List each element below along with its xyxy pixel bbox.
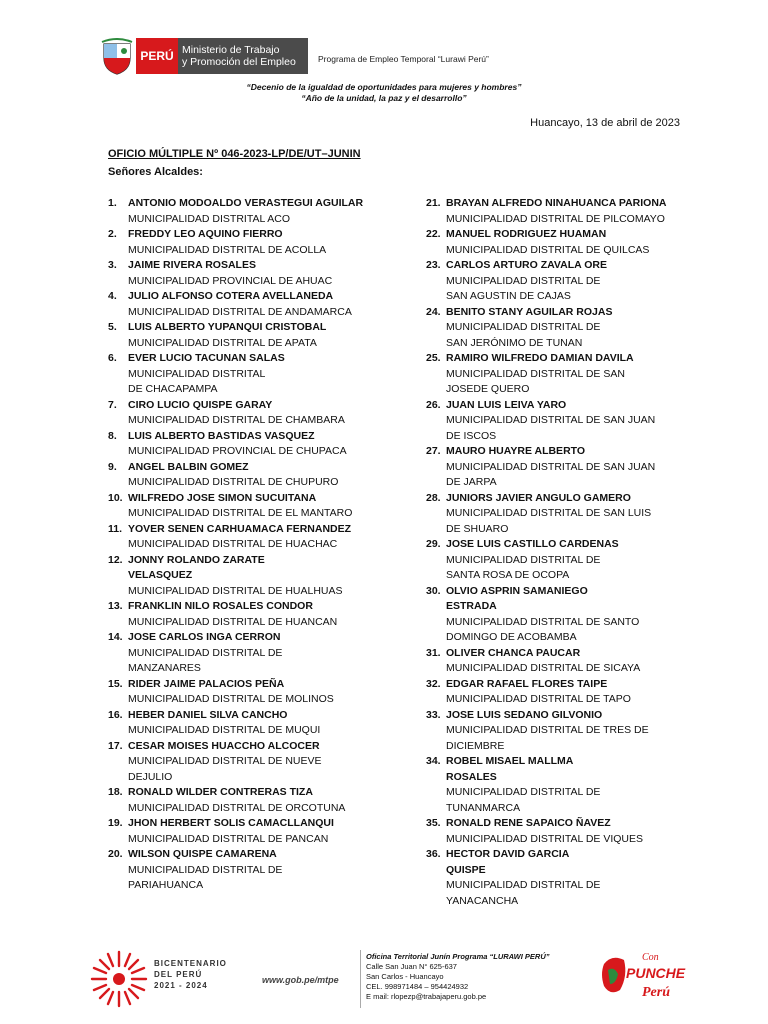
list-item: [426, 646, 666, 677]
ministry-brand-box: [178, 38, 308, 74]
mayor-name: JUNIORS JAVIER ANGULO GAMERO: [446, 491, 631, 504]
mayor-name: FREDDY LEO AQUINO FIERRO: [128, 228, 283, 240]
mayor-name: CIRO LUCIO QUISPE GARAY: [128, 398, 273, 411]
municipality: MUNICIPALIDAD DISTRITAL DE SAN JOSEDE QUERO: [446, 367, 625, 395]
mayor-name: JHON HERBERT SOLIS CAMACLLANQUI: [128, 817, 334, 829]
item-number: 34.: [426, 755, 441, 767]
municipality: MUNICIPALIDAD DISTRITAL DE SICAYA: [446, 662, 641, 674]
bicentenario-text: [154, 958, 227, 991]
municipality: MUNICIPALIDAD DISTRITAL DE ACOLLA: [128, 243, 327, 256]
list-item: [426, 305, 666, 352]
item-number: 10.: [108, 491, 123, 504]
item-number: 13.: [108, 600, 123, 612]
item-number: 35.: [426, 817, 441, 829]
municipality: MUNICIPALIDAD DISTRITAL DE TAPO: [446, 693, 631, 705]
item-number: 9.: [108, 460, 117, 473]
punche-peru-text: Perú: [642, 985, 670, 1000]
municipality: MUNICIPALIDAD DISTRITAL DE PANCAN: [128, 832, 329, 845]
municipality: MUNICIPALIDAD DISTRITAL DE SAN JUAN DE JARPA: [446, 460, 656, 488]
address-line: Calle San Juan N° 625-637: [366, 962, 457, 971]
municipality: MUNICIPALIDAD DISTRITAL DE MANZANARES: [128, 646, 283, 674]
item-number: 7.: [108, 398, 117, 411]
document-date: Huancayo, 13 de abril de 2023: [530, 117, 680, 129]
item-number: 6.: [108, 352, 117, 364]
mayor-name: LUIS ALBERTO BASTIDAS VASQUEZ: [128, 429, 315, 442]
mayor-name: FRANKLIN NILO ROSALES CONDOR: [128, 600, 313, 612]
mayor-name: BRAYAN ALFREDO NINAHUANCA PARIONA: [446, 197, 667, 209]
peru-brand-box: [136, 38, 178, 74]
mayor-name: BENITO STANY AGUILAR ROJAS: [446, 305, 613, 318]
email-line[interactable]: E mail: rlopezp@trabajaperu.gob.pe: [366, 992, 487, 1001]
punche-word-text: PUNCHE: [626, 965, 686, 981]
mayor-name: JOSE LUIS SEDANO GILVONIO: [446, 708, 603, 721]
list-item: [426, 398, 666, 445]
municipality: MUNICIPALIDAD DISTRITAL DE SAN LUIS DE SHUARO: [446, 507, 652, 535]
item-number: 16.: [108, 708, 123, 721]
municipality: MUNICIPALIDAD DISTRITAL ACO: [128, 212, 290, 225]
item-number: 4.: [108, 290, 117, 302]
mayor-name: OLIVER CHANCA PAUCAR: [446, 646, 581, 659]
item-number: 22.: [426, 228, 441, 240]
oficio-number: OFICIO MÚLTIPLE Nº 046-2023-LP/DE/UT–JUNIN: [108, 148, 361, 160]
gob-website-link[interactable]: www.gob.pe/mtpe: [262, 975, 339, 985]
mayor-name: OLVIO ASPRIN SAMANIEGO ESTRADA: [446, 584, 588, 612]
municipality: MUNICIPALIDAD DISTRITAL DE ORCOTUNA: [128, 801, 346, 814]
item-number: 27.: [426, 445, 441, 457]
municipality: MUNICIPALIDAD DISTRITAL DE PARIAHUANCA: [128, 863, 283, 891]
municipality: MUNICIPALIDAD DISTRITAL DE QUILCAS: [446, 243, 650, 256]
item-number: 23.: [426, 259, 441, 271]
item-number: 24.: [426, 305, 441, 318]
list-item: [108, 630, 370, 677]
municipality: MUNICIPALIDAD DISTRITAL DE HUALHUAS: [128, 584, 343, 597]
municipality: MUNICIPALIDAD DISTRITAL DE SANTA ROSA DE OCOPA: [446, 553, 601, 581]
list-item: [108, 599, 370, 630]
bicentenario-line-3: 2021 - 2024: [154, 981, 208, 990]
municipality: MUNICIPALIDAD DISTRITAL DE MUQUI: [128, 724, 321, 736]
list-item: [426, 677, 666, 708]
item-number: 18.: [108, 786, 123, 798]
item-number: 29.: [426, 538, 441, 550]
decade-motto: “Decenio de la igualdad de oportunidades para mujeres y hombres”: [246, 82, 522, 92]
bicentenario-line-1: BICENTENARIO: [154, 959, 227, 968]
district-line: San Carlos - Huancayo: [366, 972, 444, 981]
list-item: [108, 460, 370, 491]
list-item: [108, 847, 370, 894]
municipality: MUNICIPALIDAD DISTRITAL DE EL MANTARO: [128, 507, 353, 519]
municipality: MUNICIPALIDAD DISTRITAL DE SAN JUAN DE ISCOS: [446, 414, 656, 442]
mayor-name: JOSE LUIS CASTILLO CARDENAS: [446, 538, 619, 550]
greeting: Señores Alcaldes:: [108, 166, 203, 178]
list-item: [108, 351, 370, 398]
municipality: MUNICIPALIDAD DISTRITAL DE HUANCAN: [128, 615, 338, 628]
mayor-name: RIDER JAIME PALACIOS PEÑA: [128, 677, 285, 690]
municipality: MUNICIPALIDAD DISTRITAL DE SAN AGUSTIN DE CAJAS: [446, 274, 601, 302]
list-item: [108, 677, 370, 708]
mayor-name: HEBER DANIEL SILVA CANCHO: [128, 708, 288, 721]
ministry-line-1: Ministerio de Trabajo: [182, 44, 280, 56]
bicentenario-line-2: DEL PERÚ: [154, 970, 203, 979]
list-item: [108, 320, 370, 351]
municipality: MUNICIPALIDAD DISTRITAL DE PILCOMAYO: [446, 212, 665, 225]
mayors-list-left: [108, 196, 370, 894]
list-item: [426, 847, 666, 909]
list-item: [426, 491, 666, 538]
footer-divider: [360, 950, 361, 1008]
municipality: MUNICIPALIDAD DISTRITAL DE CHACAPAMPA: [128, 367, 265, 395]
mayor-name: RONALD WILDER CONTRERAS TIZA: [128, 786, 313, 798]
list-item: [108, 522, 370, 553]
list-item: [108, 196, 370, 227]
contact-block: [366, 952, 550, 1002]
item-number: 30.: [426, 584, 441, 597]
mayor-name: CESAR MOISES HUACCHO ALCOCER: [128, 739, 320, 752]
municipality: MUNICIPALIDAD DISTRITAL DE VIQUES: [446, 832, 644, 845]
program-name: Programa de Empleo Temporal “Lurawi Perú”: [318, 54, 489, 64]
item-number: 17.: [108, 739, 123, 752]
list-item: [108, 227, 370, 258]
item-number: 20.: [108, 848, 123, 860]
list-item: [108, 553, 370, 600]
item-number: 2.: [108, 228, 117, 240]
mayor-name: EDGAR RAFAEL FLORES TAIPE: [446, 677, 608, 690]
mayor-name: HECTOR DAVID GARCIA QUISPE: [446, 848, 569, 876]
list-item: [108, 429, 370, 460]
con-punche-peru-logo-icon: [598, 946, 688, 1008]
item-number: 21.: [426, 197, 441, 209]
municipality: MUNICIPALIDAD DISTRITAL DE HUACHAC: [128, 538, 338, 550]
municipality: MUNICIPALIDAD DISTRITAL DE TRES DE DICIEMBRE: [446, 724, 649, 752]
municipality: MUNICIPALIDAD DISTRITAL DE APATA: [128, 336, 317, 349]
punche-con-text: Con: [642, 952, 659, 963]
mayor-name: MAURO HUAYRE ALBERTO: [446, 445, 586, 457]
mayor-name: JONNY ROLANDO ZARATE VELASQUEZ: [128, 553, 265, 581]
list-item: [108, 289, 370, 320]
list-item: [426, 196, 666, 227]
item-number: 14.: [108, 631, 123, 643]
mayor-name: CARLOS ARTURO ZAVALA ORE: [446, 259, 607, 271]
list-item: [108, 491, 370, 522]
item-number: 1.: [108, 197, 117, 209]
mayor-name: MANUEL RODRIGUEZ HUAMAN: [446, 228, 607, 240]
list-item: [426, 258, 666, 305]
list-item: [426, 227, 666, 258]
mayor-name: RAMIRO WILFREDO DAMIAN DAVILA: [446, 352, 634, 364]
list-item: [108, 739, 370, 786]
item-number: 26.: [426, 398, 441, 411]
item-number: 3.: [108, 259, 117, 271]
municipality: MUNICIPALIDAD PROVINCIAL DE AHUAC: [128, 274, 333, 287]
municipality: MUNICIPALIDAD DISTRITAL DE ANDAMARCA: [128, 305, 352, 318]
item-number: 5.: [108, 321, 117, 333]
mayor-name: LUIS ALBERTO YUPANQUI CRISTOBAL: [128, 321, 327, 333]
list-item: [426, 584, 666, 646]
municipality: MUNICIPALIDAD DISTRITAL DE SANTO DOMINGO DE ACOBAMBA: [446, 615, 640, 643]
mayor-name: YOVER SENEN CARHUAMACA FERNANDEZ: [128, 522, 352, 535]
mayor-name: JAIME RIVERA ROSALES: [128, 259, 256, 271]
list-item: [108, 708, 370, 739]
mayor-name: ANGEL BALBIN GOMEZ: [128, 460, 249, 473]
item-number: 36.: [426, 848, 441, 860]
ministry-line-2: y Promoción del Empleo: [182, 56, 296, 68]
item-number: 28.: [426, 491, 441, 504]
item-number: 25.: [426, 352, 441, 364]
mayor-name: EVER LUCIO TACUNAN SALAS: [128, 352, 285, 364]
item-number: 11.: [108, 522, 123, 535]
mayor-name: JULIO ALFONSO COTERA AVELLANEDA: [128, 290, 334, 302]
phone-line: CEL. 998971484 – 954424932: [366, 982, 469, 991]
item-number: 32.: [426, 677, 441, 690]
mayor-name: ROBEL MISAEL MALLMA ROSALES: [446, 755, 573, 783]
mayor-name: JOSE CARLOS INGA CERRON: [128, 631, 281, 643]
municipality: MUNICIPALIDAD DISTRITAL DE NUEVE DEJULIO: [128, 755, 322, 783]
item-number: 33.: [426, 708, 441, 721]
coat-of-arms-icon: [100, 38, 134, 76]
mayor-name: ANTONIO MODOALDO VERASTEGUI AGUILAR: [128, 197, 364, 209]
list-item: [426, 754, 666, 816]
municipality: MUNICIPALIDAD DISTRITAL DE CHUPURO: [128, 476, 339, 488]
mayors-list-right: [426, 196, 666, 909]
item-number: 8.: [108, 429, 117, 442]
office-name: Oficina Territorial Junín Programa “LURAWI PERÚ”: [366, 952, 550, 961]
year-motto: “Año de la unidad, la paz y el desarrollo”: [301, 93, 467, 103]
municipality: MUNICIPALIDAD DISTRITAL DE MOLINOS: [128, 693, 334, 705]
item-number: 15.: [108, 677, 123, 690]
bicentenario-logo-icon: [88, 948, 150, 1010]
item-number: 19.: [108, 817, 123, 829]
list-item: [108, 258, 370, 289]
municipality: MUNICIPALIDAD DISTRITAL DE CHAMBARA: [128, 414, 345, 426]
peru-brand-label: PERÚ: [140, 49, 174, 63]
mayor-name: RONALD RENE SAPAICO ÑAVEZ: [446, 817, 611, 829]
municipality: MUNICIPALIDAD DISTRITAL DE SAN JERÓNIMO DE TUNAN: [446, 321, 601, 349]
list-item: [426, 708, 666, 755]
list-item: [426, 537, 666, 584]
mayor-name: WILFREDO JOSE SIMON SUCUITANA: [128, 491, 317, 504]
municipality: MUNICIPALIDAD DISTRITAL DE YANACANCHA: [446, 879, 601, 907]
item-number: 12.: [108, 553, 123, 566]
mayor-name: JUAN LUIS LEIVA YARO: [446, 398, 567, 411]
list-item: [108, 816, 370, 847]
list-item: [108, 785, 370, 816]
municipality: MUNICIPALIDAD PROVINCIAL DE CHUPACA: [128, 445, 347, 457]
municipality: MUNICIPALIDAD DISTRITAL DE TUNANMARCA: [446, 786, 601, 814]
list-item: [426, 816, 666, 847]
list-item: [426, 351, 666, 398]
item-number: 31.: [426, 646, 441, 659]
mayor-name: WILSON QUISPE CAMARENA: [128, 848, 277, 860]
list-item: [426, 444, 666, 491]
list-item: [108, 398, 370, 429]
